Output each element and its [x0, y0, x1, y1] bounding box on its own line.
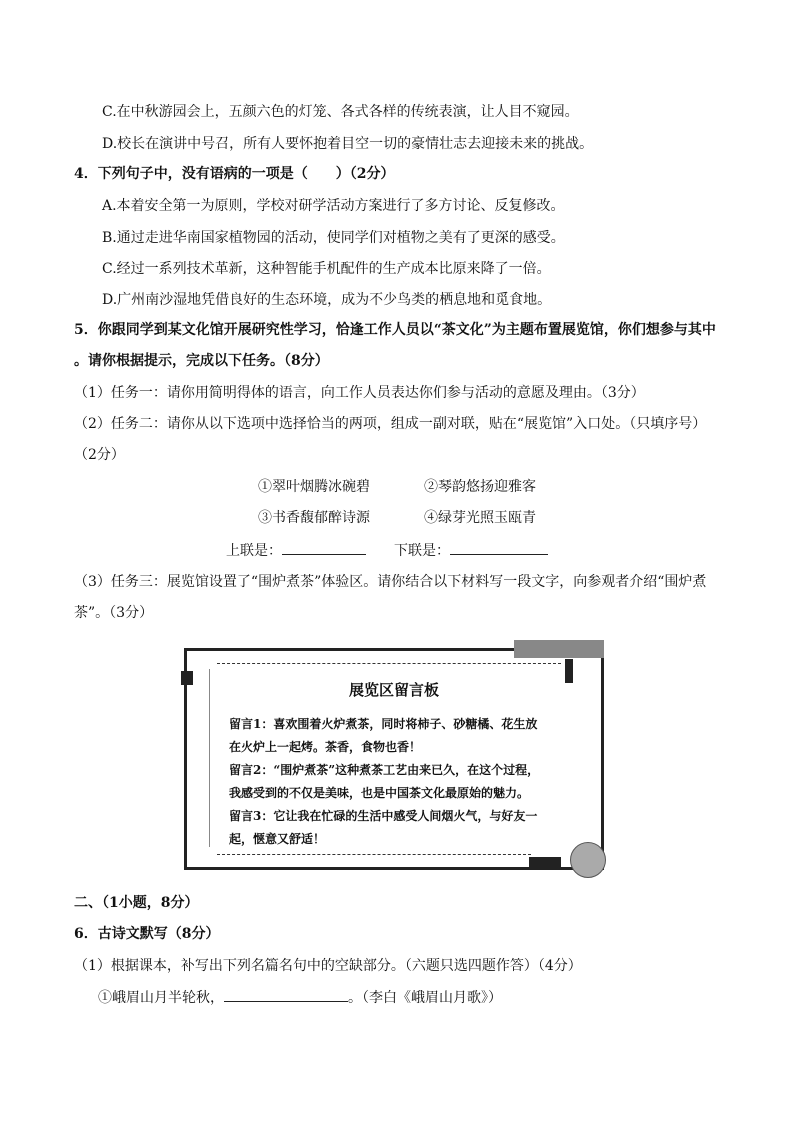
- q6-1-a-blank[interactable]: [224, 987, 348, 1002]
- lower-couplet-label: 下联是：: [394, 543, 450, 559]
- task3-text-line2: 茶”。（3分）: [74, 605, 154, 621]
- board-dashed-top: [217, 663, 561, 664]
- q6-1-a-suffix: 。（李白《峨眉山月歌》）: [348, 990, 502, 1006]
- board-title: 展览区留言板: [348, 681, 439, 699]
- couplet-option-4: ④绿芽光照玉瓯青: [424, 510, 536, 526]
- q3-option-d: D.校长在演讲中号召，所有人要怀抱着目空一切的豪情壮志去迎接未来的挑战。: [102, 136, 594, 152]
- q4-option-d: D.广州南沙湿地凭借良好的生态环境，成为不少鸟类的栖息地和觅食地。: [102, 292, 552, 308]
- board-corner-shade: [514, 640, 604, 658]
- lower-couplet-blank[interactable]: [450, 540, 548, 555]
- q4-stem: 4．下列句子中，没有语病的一项是（ ）（2分）: [74, 166, 395, 182]
- task3-text-line1: （3）任务三：展览馆设置了“围炉煮茶”体验区。请你结合以下材料写一段文字，向参观者介绍“围炉煮: [74, 574, 707, 590]
- board-dashed-bottom: [217, 854, 531, 855]
- q6-1-a-row: [98, 987, 502, 1008]
- couplet-option-3: ③书香馥郁醉诗源: [258, 510, 370, 526]
- board-corner-circle: [570, 842, 606, 878]
- task2-text-line1: （2）任务二：请你从以下选项中选择恰当的两项，组成一副对联，贴在“展览馆”入口处。（只填序号）: [74, 416, 707, 432]
- board-message-3-line1: 留言3：它让我在忙碌的生活中感受人间烟火气，与好友一: [229, 809, 538, 823]
- upper-couplet-row: [226, 540, 366, 561]
- board-message-1-line2: 在火炉上一起烤。茶香，食物也香！: [229, 740, 422, 754]
- q4-option-b: B.通过走进华南国家植物园的活动，使同学们对植物之美有了更深的感受。: [102, 230, 565, 246]
- q5-stem-line2: 。请你根据提示，完成以下任务。（8分）: [74, 353, 329, 369]
- q6-1-instructions: （1）根据课本，补写出下列名篇名句中的空缺部分。（六题只选四题作答）（4分）: [74, 958, 582, 974]
- q4-option-c: C.经过一系列技术革新，这种智能手机配件的生产成本比原来降了一倍。: [102, 261, 551, 277]
- board-message-2-line1: 留言2：“围炉煮茶”这种煮茶工艺由来已久，在这个过程，: [229, 763, 540, 777]
- couplet-option-2: ②琴韵悠扬迎雅客: [424, 479, 536, 495]
- board-message-3-line2: 起，惬意又舒适！: [229, 832, 326, 846]
- section-2-heading: 二、（1小题，8分）: [74, 895, 199, 911]
- couplet-option-1: ①翠叶烟腾冰碗碧: [258, 479, 370, 495]
- upper-couplet-label: 上联是：: [226, 543, 282, 559]
- q5-stem-line1: 5．你跟同学到某文化馆开展研究性学习，恰逢工作人员以“茶文化”为主题布置展览馆，你们想参与其中: [74, 322, 716, 338]
- q3-option-c: C.在中秋游园会上，五颜六色的灯笼、各式各样的传统表演，让人目不窥园。: [102, 104, 579, 120]
- q6-stem: 6．古诗文默写（8分）: [74, 926, 220, 942]
- message-board: [184, 648, 604, 870]
- board-message-2-line2: 我感受到的不仅是美味，也是中国茶文化最原始的魅力。: [229, 786, 530, 800]
- board-message-1-line1: 留言1：喜欢围着火炉煮茶，同时将柿子、砂糖橘、花生放: [229, 717, 538, 731]
- upper-couplet-blank[interactable]: [282, 540, 366, 555]
- q4-option-a: A.本着安全第一为原则，学校对研学活动方案进行了多方讨论、反复修改。: [102, 198, 565, 214]
- board-corner-deco: [529, 857, 561, 869]
- task1-text: （1）任务一：请你用简明得体的语言，向工作人员表达你们参与活动的意愿及理由。（3分）: [74, 385, 645, 401]
- lower-couplet-row: [394, 540, 548, 561]
- q6-1-a-prefix: ①峨眉山月半轮秋，: [98, 990, 224, 1006]
- task2-text-line2: （2分）: [74, 447, 125, 463]
